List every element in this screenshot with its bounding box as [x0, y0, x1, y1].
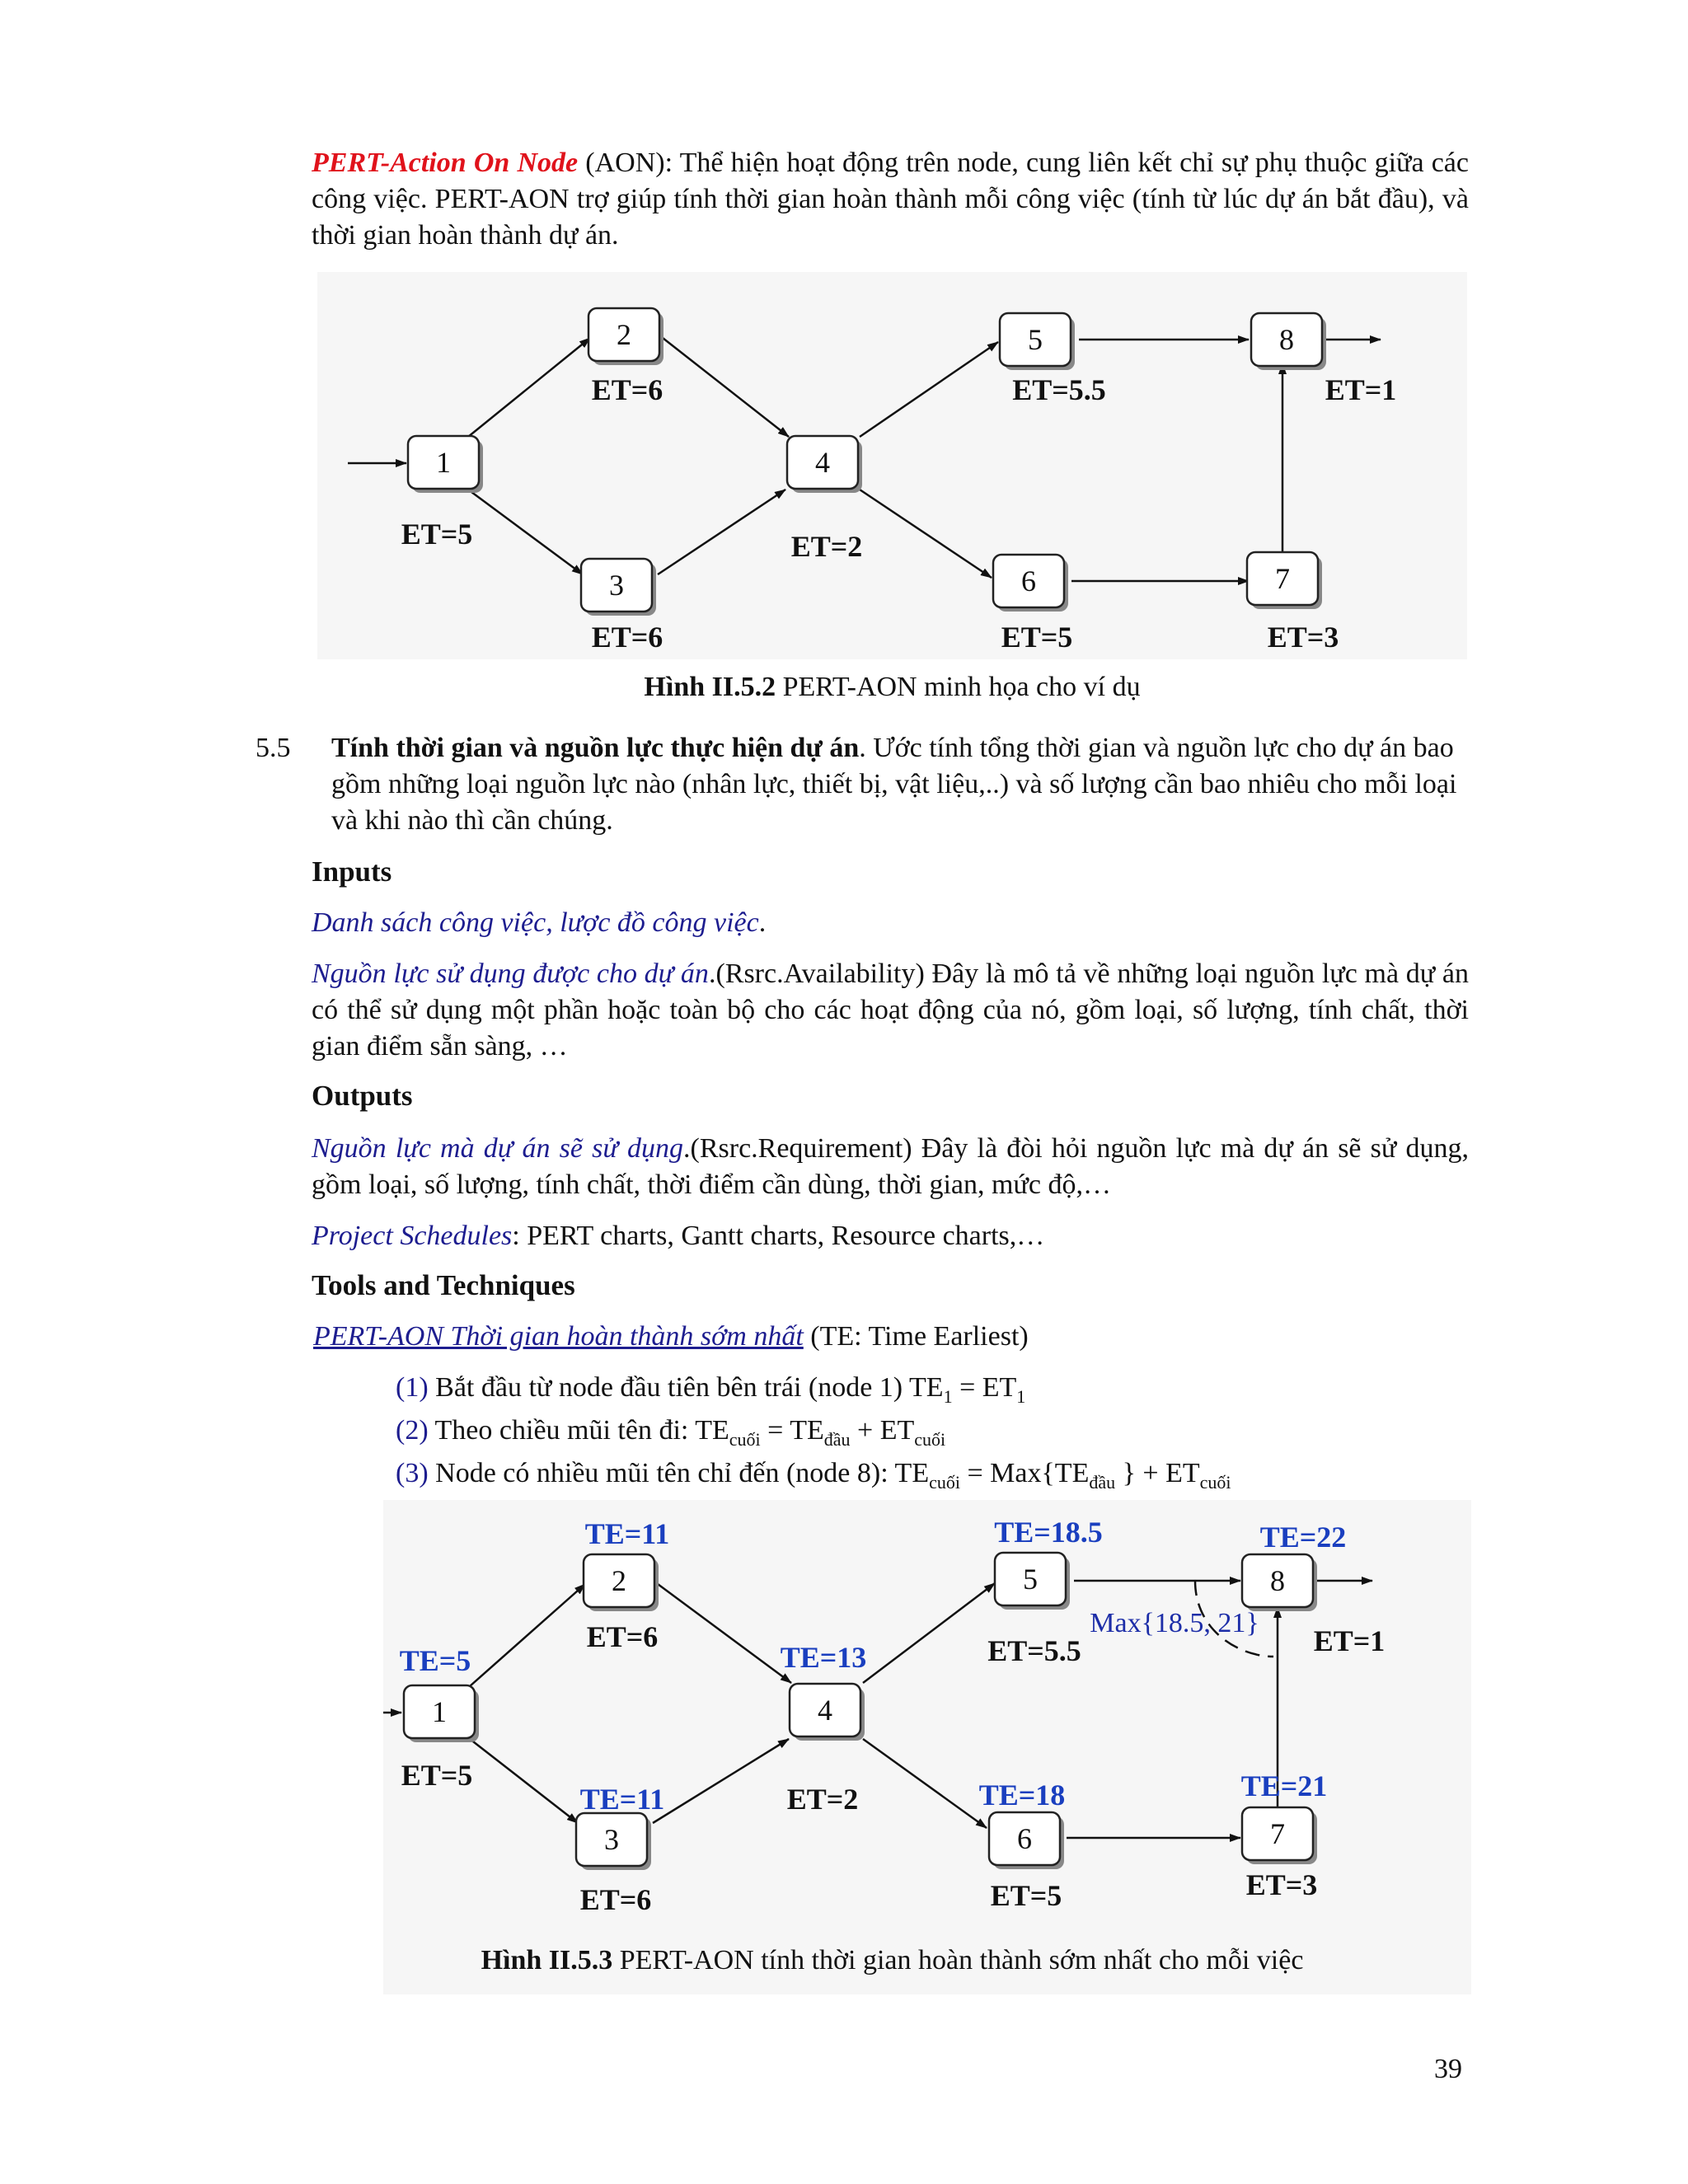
tools-link-line	[313, 1319, 1470, 1355]
node-2-label: 2	[617, 318, 631, 351]
edge-4-6	[860, 490, 992, 578]
outputs-resource-requirement-text: .(Rsrc.Requirement) Đây là đòi hỏi nguồn lực mà dự án sẽ sử dụng, gồm loại, số lượng, tính chất, thời điểm cần dùng, thời gian, mức độ,…	[312, 1133, 1469, 1200]
figure-1-caption-label: Hình II.5.2	[644, 672, 776, 702]
outputs-project-schedules-text: : PERT charts, Gantt charts, Resource charts,…	[512, 1221, 1045, 1251]
node-8-label: 8	[1279, 323, 1294, 356]
node-4	[790, 1684, 865, 1741]
inputs-item-2	[312, 956, 1469, 1065]
outputs-heading: Outputs	[312, 1080, 413, 1112]
max-note: Max{18.5, 21}	[1090, 1608, 1259, 1638]
node-7-label: 7	[1275, 562, 1290, 595]
node-8	[1251, 313, 1326, 370]
node-5-label: 5	[1023, 1563, 1038, 1596]
outputs-item-1	[312, 1131, 1469, 1203]
node-6-label: 6	[1017, 1822, 1032, 1855]
outputs-resource-requirement-term: Nguồn lực mà dự án sẽ sử dụng	[312, 1133, 684, 1164]
figure-pert-aon-te	[383, 1500, 1471, 1994]
figure-1-caption-text: PERT-AON minh họa cho ví dụ	[776, 672, 1141, 702]
figure-pert-aon-example	[317, 272, 1467, 659]
node-6-te: TE=18	[978, 1779, 1066, 1811]
node-4-te: TE=13	[780, 1641, 867, 1674]
edge-1-2	[468, 338, 590, 437]
node-5-label: 5	[1028, 323, 1043, 356]
node-3	[581, 559, 656, 616]
edge-4-5	[860, 342, 998, 437]
node-5	[995, 1553, 1070, 1610]
inputs-heading: Inputs	[312, 855, 392, 888]
edge-4-6	[863, 1739, 987, 1828]
node-4-label: 4	[815, 446, 830, 479]
node-2-label: 2	[612, 1564, 626, 1597]
edge-4-5	[863, 1583, 995, 1683]
intro-paragraph	[312, 145, 1469, 254]
pert-aon-diagram-2	[383, 1500, 1471, 1994]
node-2-et: ET=6	[591, 373, 663, 406]
node-6	[989, 1812, 1064, 1869]
edge-1-3	[468, 490, 583, 574]
inputs-resource-availability-text: .(Rsrc.Availability) Đây là mô tả về những loại nguồn lực mà dự án có thể sử dụng một phần hoặc toàn bộ cho các hoạt động của nó, gồm loại, số lượng, tính chất, thời gian điểm sẵn sàng, …	[312, 958, 1470, 1062]
node-7	[1242, 1807, 1317, 1864]
figure-2-caption-label: Hình II.5.3	[481, 1945, 613, 1975]
node-3-et: ET=6	[591, 621, 663, 654]
tools-step-2: (2) Theo chiều mũi tên đi: $TE_{cuối} = TE_{đầu} + ET_{cuối}$	[396, 1415, 946, 1450]
pert-aon-te-link-suffix: (TE: Time Earliest)	[803, 1321, 1029, 1352]
tools-heading: Tools and Techniques	[312, 1269, 575, 1301]
edge-1-2	[470, 1584, 585, 1686]
node-7-te: TE=21	[1240, 1769, 1328, 1802]
edge-1-3	[470, 1739, 578, 1823]
node-2	[584, 1554, 659, 1611]
node-5-te: TE=18.5	[994, 1516, 1103, 1549]
figure-1-caption	[317, 672, 1467, 703]
node-1	[404, 1685, 479, 1742]
section-paragraph	[331, 730, 1469, 839]
node-5-et: ET=5.5	[987, 1634, 1081, 1667]
node-2	[588, 308, 663, 365]
node-1-et: ET=5	[401, 1759, 473, 1792]
node-3-label: 3	[609, 569, 624, 602]
node-6-et: ET=5	[990, 1879, 1062, 1912]
node-8-label: 8	[1270, 1564, 1285, 1597]
edge-3-4	[658, 490, 785, 574]
node-3-et: ET=6	[579, 1883, 652, 1916]
edge-2-4	[663, 338, 789, 437]
outputs-project-schedules-term: Project Schedules	[312, 1221, 513, 1251]
node-1-et: ET=5	[401, 518, 473, 551]
outputs-item-2	[312, 1218, 1469, 1254]
node-6	[993, 555, 1068, 612]
inputs-task-list: Danh sách công việc	[312, 907, 546, 938]
node-8	[1242, 1554, 1317, 1611]
node-8-et: ET=1	[1313, 1624, 1386, 1657]
node-1-label: 1	[436, 446, 451, 479]
node-4	[787, 436, 862, 493]
edge-3-4	[653, 1739, 789, 1823]
node-3-label: 3	[604, 1823, 619, 1856]
section-text: . Ước tính tổng thời gian và nguồn lực cho dự án bao gồm những loại nguồn lực nào (nhân lực, thiết bị, vật liệu,..) và số lượng cần bao nhiêu cho mỗi loại và khi nào thì cần chúng.	[331, 733, 1457, 836]
section-title: Tính thời gian và nguồn lực thực hiện dự án	[331, 733, 860, 763]
pert-aon-diagram-1	[317, 272, 1467, 659]
node-4-label: 4	[818, 1694, 832, 1727]
node-1-te: TE=5	[399, 1644, 471, 1677]
node-3	[576, 1813, 651, 1870]
node-1-label: 1	[432, 1695, 447, 1728]
node-6-et: ET=5	[1001, 621, 1073, 654]
node-2-et: ET=6	[586, 1620, 659, 1653]
pert-aon-te-link[interactable]: PERT-AON Thời gian hoàn thành sớm nhất	[313, 1321, 804, 1352]
node-4-et: ET=2	[790, 530, 863, 563]
node-1	[408, 436, 483, 493]
node-8-et: ET=1	[1325, 373, 1397, 406]
page-number: 39	[1434, 2054, 1462, 2084]
node-3-te: TE=11	[579, 1783, 665, 1816]
node-8-te: TE=22	[1259, 1521, 1347, 1554]
tools-step-3: (3) Node có nhiều mũi tên chỉ đến (node 8): $TE_{cuối} = Max\{TE_{đầu}$ } + $ET_{cuối}$	[396, 1458, 1231, 1493]
inputs-item-1: Danh sách công việc, lược đồ công việc.	[312, 907, 767, 938]
node-5-et: ET=5.5	[1012, 373, 1106, 406]
node-7-et: ET=3	[1267, 621, 1339, 654]
section-number: 5.5	[256, 733, 291, 763]
edge-2-4	[658, 1584, 791, 1683]
node-2-te: TE=11	[584, 1517, 670, 1550]
tools-step-1: (1) Bắt đầu từ node đầu tiên bên trái (node 1) $TE_1 = ET_1$	[396, 1372, 1026, 1407]
figure-2-caption-text: PERT-AON tính thời gian hoàn thành sớm nhất cho mỗi việc	[612, 1945, 1304, 1975]
node-6-label: 6	[1021, 565, 1036, 598]
node-7-label: 7	[1270, 1817, 1285, 1850]
node-5	[1000, 313, 1075, 370]
aon-term: PERT-Action On Node	[312, 148, 579, 178]
intro-text: (AON): Thể hiện hoạt động trên node, cung liên kết chỉ sự phụ thuộc giữa các công việc. PERT-AON trợ giúp tính thời gian hoàn thành mỗi công việc (tính từ lúc dự án bắt đầu), và thời gian hoàn thành dự án.	[312, 148, 1469, 251]
node-7	[1247, 552, 1322, 609]
inputs-task-diagram: lược đồ công việc	[560, 907, 759, 938]
inputs-resource-availability-term: Nguồn lực sử dụng được cho dự án	[312, 958, 709, 989]
node-4-et: ET=2	[786, 1783, 859, 1816]
figure-2-caption	[317, 1945, 1467, 1976]
node-7-et: ET=3	[1245, 1868, 1318, 1901]
